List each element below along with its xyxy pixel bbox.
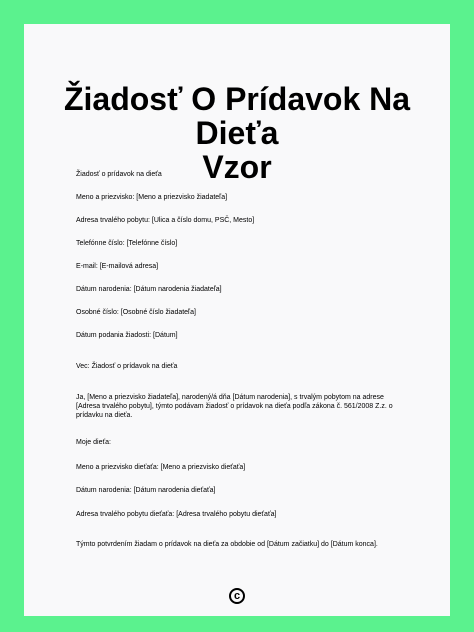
applicant-address-line: Adresa trvalého pobytu: [Ulica a číslo domu, PSČ, Mesto] [76, 217, 255, 224]
applicant-birthdate-line: Dátum narodenia: [Dátum narodenia žiadateľa] [76, 286, 222, 293]
subject-line: Vec: Žiadosť o prídavok na dieťa [76, 363, 178, 370]
child-heading: Moje dieťa: [76, 439, 111, 446]
title-line-1: Žiadosť O Prídavok Na Dieťa [63, 81, 411, 151]
personal-number-line: Osobné číslo: [Osobné číslo žiadateľa] [76, 309, 196, 316]
child-name-line: Meno a priezvisko dieťaťa: [Meno a priezvisko dieťaťa] [76, 464, 246, 471]
child-address-line: Adresa trvalého pobytu dieťaťa: [Adresa trvalého pobytu dieťaťa] [76, 511, 277, 518]
applicant-name-line: Meno a priezvisko: [Meno a priezvisko žiadateľa] [76, 194, 228, 201]
document-page [24, 24, 450, 616]
copyright-icon: c [229, 588, 245, 604]
child-birthdate-line: Dátum narodenia: [Dátum narodenia dieťaťa] [76, 487, 216, 494]
page-title [24, 82, 450, 184]
title-line-2: Vzor [202, 149, 272, 185]
document-heading: Žiadosť o prídavok na dieťa [76, 171, 162, 178]
phone-line: Telefónne číslo: [Telefónne číslo] [76, 240, 178, 247]
email-line: E-mail: [E-mailová adresa] [76, 263, 159, 270]
declaration-paragraph: Ja, [Meno a priezvisko žiadateľa], narodený/á dňa [Dátum narodenia], s trvalým pobytom na adrese [Adresa trvalého pobytu], týmto podávam žiadosť o prídavok na dieťa podľa zákona č. 561/2008 Z.z. o prídavku na dieťa. [76, 394, 393, 419]
submission-date-line: Dátum podania žiadosti: [Dátum] [76, 332, 178, 339]
request-period-line: Týmto potvrdením žiadam o prídavok na dieťa za obdobie od [Dátum začiatku] do [Dátum konca]. [76, 541, 378, 548]
